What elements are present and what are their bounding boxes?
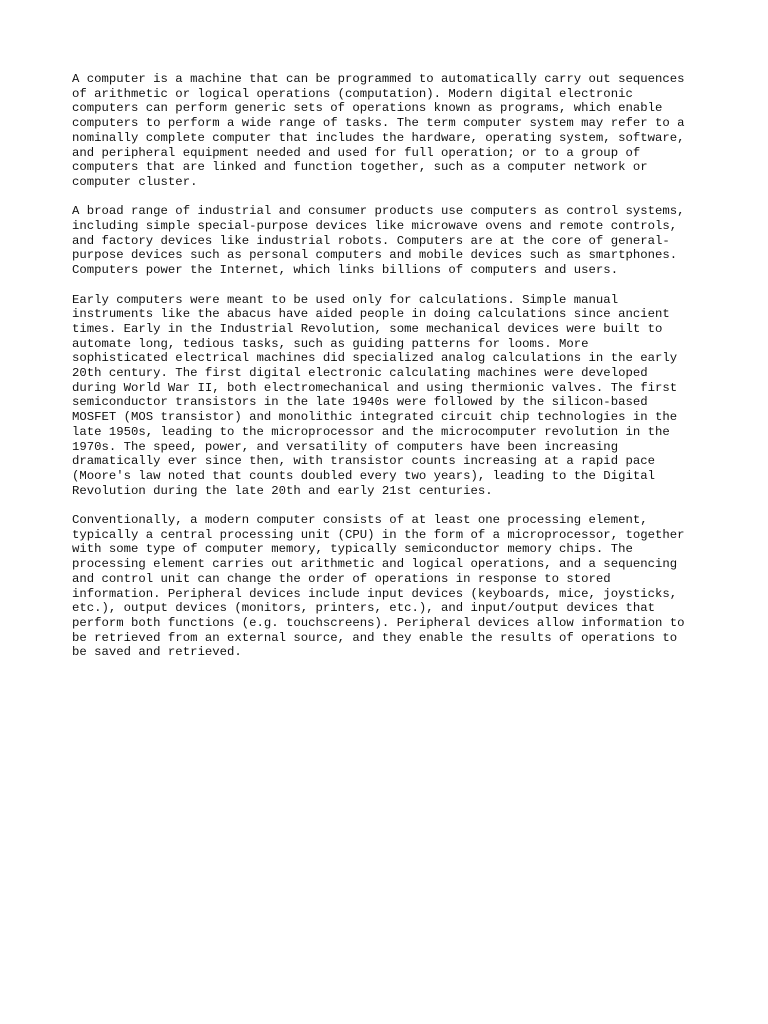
document-body: [72, 72, 708, 660]
paragraph-2: A broad range of industrial and consumer products use computers as control systems, including simple special-purpose devices like microwave ovens and remote controls, and factory devices like industrial robots. Computers are at the core of general- purpose devices such as personal computers and mobile devices such as smartphones. Computers power the Internet, which links billions of computers and users.: [72, 204, 685, 278]
paragraph-1: A computer is a machine that can be programmed to automatically carry out sequences of arithmetic or logical operations (computation). Modern digital electronic computers can perform generic sets of operations known as programs, which enable computers to perform a wide range of tasks. The term computer system may refer to a nominally complete computer that includes the hardware, operating system, software, and peripheral equipment needed and used for full operation; or to a group of computers that are linked and function together, such as a computer network or computer cluster.: [72, 72, 685, 189]
paragraph-3: Early computers were meant to be used only for calculations. Simple manual instruments like the abacus have aided people in doing calculations since ancient times. Early in the Industrial Revolution, some mechanical devices were built to automate long, tedious tasks, such as guiding patterns for looms. More sophisticated electrical machines did specialized analog calculations in the early 20th century. The first digital electronic calculating machines were developed during World War II, both electromechanical and using thermionic valves. The first semiconductor transistors in the late 1940s were followed by the silicon-based MOSFET (MOS transistor) and monolithic integrated circuit chip technologies in the late 1950s, leading to the microprocessor and the microcomputer revolution in the 1970s. The speed, power, and versatility of computers have been increasing dramatically ever since then, with transistor counts increasing at a rapid pace (Moore's law noted that counts doubled every two years), leading to the Digital Revolution during the late 20th and early 21st centuries.: [72, 292, 678, 498]
paragraph-4: Conventionally, a modern computer consists of at least one processing element, typically a central processing unit (CPU) in the form of a microprocessor, together with some type of computer memory, typically semiconductor memory chips. The processing element carries out arithmetic and logical operations, and a sequencing and control unit can change the order of operations in response to stored information. Peripheral devices include input devices (keyboards, mice, joysticks, etc.), output devices (monitors, printers, etc.), and input/output devices that perform both functions (e.g. touchscreens). Peripheral devices allow information to be retrieved from an external source, and they enable the results of operations to be saved and retrieved.: [72, 513, 685, 660]
